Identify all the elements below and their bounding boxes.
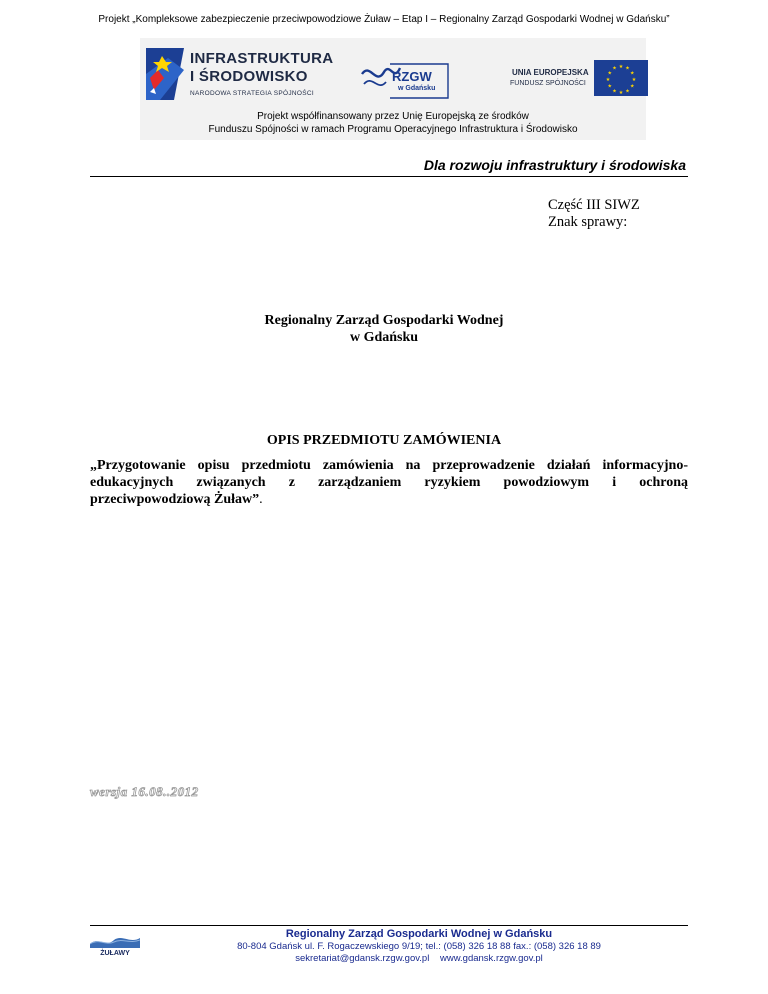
footer-contacts (150, 953, 688, 964)
footer-email-link[interactable]: sekretariat@gdansk.rzgw.gov.pl (295, 953, 430, 964)
subject-line-3 (90, 491, 688, 508)
eu-flag-icon (594, 60, 648, 96)
footer-address: 80-804 Gdańsk ul. F. Rogaczewskiego 9/19; tel.: (058) 326 18 88 fax.: (058) 326 18 89 (237, 941, 601, 952)
subject-line-3-bold: przeciwpowodziową Żuław” (90, 492, 260, 507)
svg-text:★: ★ (625, 65, 630, 72)
document-part: Część III SIWZ (548, 197, 640, 213)
footer-website-link[interactable]: www.gdansk.rzgw.gov.pl (439, 953, 543, 964)
srodowisko-logo-text: I ŚRODOWISKO (190, 68, 308, 85)
organization-name-line-2: w Gdańsku (349, 330, 419, 345)
svg-text:★: ★ (631, 77, 637, 83)
zulawy-logo-icon (90, 930, 140, 956)
tagline: Dla rozwoju infrastruktury i środowiska (423, 157, 686, 173)
zulawy-logo-text: ŻUŁAWY (100, 950, 130, 956)
document-title: OPIS PRZEDMIOTU ZAMÓWIENIA (266, 433, 502, 448)
footer-divider (90, 925, 688, 926)
strategia-logo-text: NARODOWA STRATEGIA SPÓJNOŚCI (190, 90, 314, 97)
case-sign-label: Znak sprawy: (548, 214, 628, 230)
cofinance-line-1: Projekt współfinansowany przez Unię Europejską ze środków (257, 111, 529, 122)
svg-text:★: ★ (607, 83, 612, 90)
project-header-line: Projekt „Kompleksowe zabezpieczenie przeciwpowodziowe Żuław – Etap I – Regionalny Zarząd Gospodarki Wodnej w Gdańsku” (98, 14, 670, 25)
svg-text:★: ★ (630, 83, 635, 90)
rzgw-logo-subtext: w Gdańsku (398, 85, 436, 92)
svg-text:★: ★ (630, 70, 635, 77)
svg-text:★: ★ (625, 88, 630, 95)
svg-text:★: ★ (607, 70, 612, 77)
subject-line-2: edukacyjnych związanych z zarządzaniem ryzykiem powodziowym i ochroną (90, 475, 688, 490)
svg-text:★: ★ (618, 64, 624, 70)
footer-organization: Regionalny Zarząd Gospodarki Wodnej w Gdańsku (285, 928, 553, 940)
fundusz-logo-text: FUNDUSZ SPÓJNOŚCI (510, 80, 586, 87)
ue-logo-text: UNIA EUROPEJSKA (512, 68, 589, 77)
infrastruktura-flag-icon (146, 48, 184, 100)
version-watermark: wersja 16.08..2012 (90, 784, 199, 799)
rzgw-logo-text: RZGW (392, 69, 432, 84)
subject-line-3-tail: . (259, 492, 263, 507)
svg-text:★: ★ (612, 65, 617, 72)
infrastruktura-logo-text: INFRASTRUKTURA (190, 50, 334, 67)
header-divider (90, 176, 688, 177)
order-subject (90, 457, 688, 508)
svg-text:★: ★ (612, 88, 617, 95)
svg-text:★: ★ (605, 77, 611, 83)
svg-text:★: ★ (618, 90, 624, 96)
subject-line-1: „Przygotowanie opisu przedmiotu zamówienia na przeprowadzenie działań informacyjno- (90, 458, 688, 473)
cofinance-line-2: Funduszu Spójności w ramach Programu Operacyjnego Infrastruktura i Środowisko (208, 124, 578, 135)
organization-name-line-1: Regionalny Zarząd Gospodarki Wodnej (264, 313, 504, 328)
